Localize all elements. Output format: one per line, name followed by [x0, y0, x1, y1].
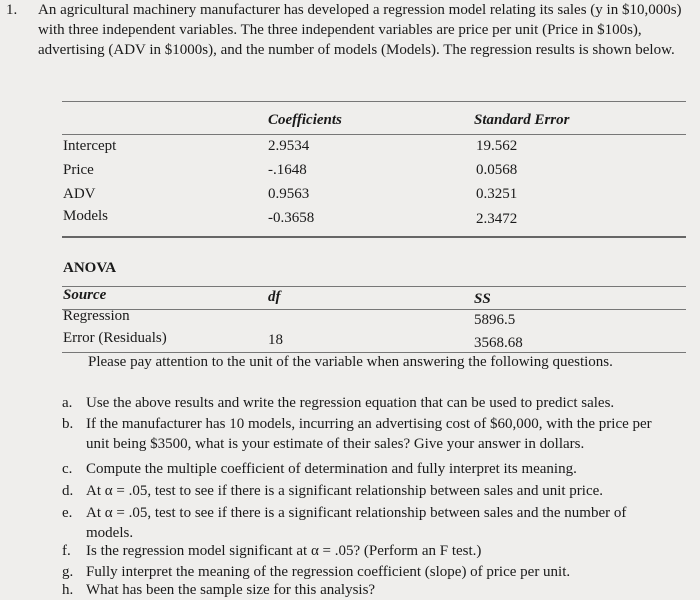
- unit-note: Please pay attention to the unit of the variable when answering the following questions.: [88, 354, 613, 370]
- anova-source: Regression: [63, 308, 130, 324]
- anova-source: Error (Residuals): [63, 330, 167, 346]
- problem-number: 1.: [6, 2, 18, 18]
- table-bottom-rule: [62, 236, 686, 238]
- anova-top-rule: [62, 286, 686, 287]
- question-label: h.: [62, 582, 74, 598]
- row-coef: -.1648: [268, 162, 307, 178]
- question-text: If the manufacturer has 10 models, incurring an advertising cost of $60,000, with the price per unit being $3500, what is your estimate of their sales? Give your answer in dollars.: [86, 416, 652, 452]
- anova-df: 18: [268, 332, 283, 348]
- row-name: Models: [63, 208, 108, 224]
- row-coef: -0.3658: [268, 210, 315, 226]
- question-label: e.: [62, 505, 73, 521]
- standard-error-header: Standard Error: [474, 112, 570, 128]
- row-coef: 0.9563: [268, 186, 310, 202]
- question-text: Is the regression model significant at α = .05? (Perform an F test.): [86, 543, 482, 559]
- row-se: 2.3472: [476, 211, 518, 227]
- question-text: At α = .05, test to see if there is a significant relationship between sales and the number of models.: [86, 505, 627, 541]
- question-label: g.: [62, 564, 74, 580]
- row-name: Intercept: [63, 138, 117, 154]
- row-se: 0.3251: [476, 186, 518, 202]
- question-text: What has been the sample size for this analysis?: [86, 582, 376, 598]
- question-text: Compute the multiple coefficient of determination and fully interpret its meaning.: [86, 461, 577, 477]
- row-name: Price: [63, 162, 94, 178]
- question-text: Use the above results and write the regression equation that can be used to predict sales.: [86, 395, 615, 411]
- table-top-rule: [62, 101, 686, 102]
- coefficients-header: Coefficients: [268, 112, 342, 128]
- anova-bottom-rule: [62, 352, 686, 353]
- anova-ss: 5896.5: [474, 312, 516, 328]
- anova-title: ANOVA: [63, 260, 117, 276]
- source-header: Source: [63, 287, 107, 303]
- df-header: df: [268, 289, 281, 305]
- question-label: a.: [62, 395, 73, 411]
- table-header-rule: [62, 134, 686, 135]
- row-se: 19.562: [476, 138, 518, 154]
- question-text: Fully interpret the meaning of the regression coefficient (slope) of price per unit.: [86, 564, 571, 580]
- question-label: c.: [62, 461, 73, 477]
- question-label: b.: [62, 416, 74, 432]
- anova-header-rule: [62, 309, 686, 310]
- row-coef: 2.9534: [268, 138, 310, 154]
- ss-header: SS: [474, 291, 491, 307]
- problem-text: An agricultural machinery manufacturer has developed a regression model relating its sales (y in $10,000s) with three independent variables. The three independent variables are price per unit (Price in $100s), advertising (ADV in $1000s), and the number of models (Models). The regression results is shown below.: [38, 2, 682, 58]
- row-name: ADV: [63, 186, 96, 202]
- anova-ss: 3568.68: [474, 335, 523, 351]
- question-text: At α = .05, test to see if there is a significant relationship between sales and unit price.: [86, 483, 604, 499]
- question-label: f.: [62, 543, 71, 559]
- question-label: d.: [62, 483, 74, 499]
- row-se: 0.0568: [476, 162, 518, 178]
